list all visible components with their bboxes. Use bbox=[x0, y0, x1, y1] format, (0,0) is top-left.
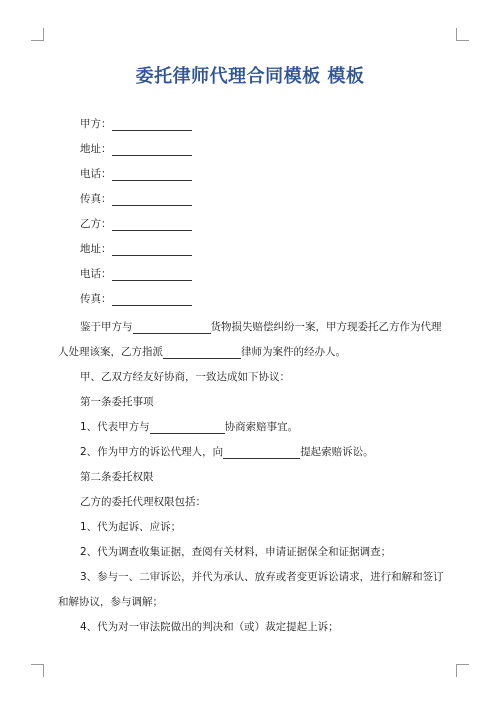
crop-mark-top-left bbox=[31, 28, 44, 41]
fill-blank bbox=[112, 194, 192, 206]
text-span: 律师为案件的经办人。 bbox=[241, 346, 346, 358]
field-address-a bbox=[80, 141, 192, 156]
field-fax-b bbox=[80, 291, 192, 306]
text-span: 协商索赔事宜。 bbox=[224, 421, 299, 433]
section-1-item-1 bbox=[80, 419, 298, 434]
fill-blank bbox=[150, 422, 225, 434]
paragraph-agreement: 甲、乙双方经友好协商，一致达成如下协议： bbox=[80, 371, 290, 383]
crop-mark-bottom-right bbox=[456, 664, 469, 677]
section-2-item-3-cont: 和解协议，参与调解； bbox=[58, 596, 163, 608]
section-2-intro: 乙方的委托代理权限包括： bbox=[80, 496, 206, 508]
section-1-heading: 第一条委托事项 bbox=[80, 396, 154, 408]
fill-blank bbox=[112, 144, 192, 156]
field-party-a bbox=[80, 116, 192, 131]
crop-mark-top-right bbox=[456, 28, 469, 41]
text-span: 2、作为甲方的诉讼代理人，向 bbox=[80, 446, 224, 458]
field-label: 地址： bbox=[80, 243, 112, 255]
paragraph-recital-line2 bbox=[58, 344, 346, 359]
section-2-item-4: 4、代为对一审法院做出的判决和（或）裁定提起上诉； bbox=[80, 621, 339, 633]
fill-blank bbox=[112, 244, 192, 256]
field-label: 电话： bbox=[80, 168, 112, 180]
document-title: 委托律师代理合同模板 模板 bbox=[135, 66, 365, 87]
section-2-item-1: 1、代为起诉、应诉； bbox=[80, 521, 182, 533]
field-phone-a bbox=[80, 166, 192, 181]
field-label: 传真： bbox=[80, 193, 112, 205]
field-label: 地址： bbox=[80, 143, 112, 155]
field-label: 甲方： bbox=[80, 118, 112, 130]
text-span: 提起索赔诉讼。 bbox=[300, 446, 374, 458]
section-2-heading: 第二条委托权限 bbox=[80, 471, 154, 483]
fill-blank bbox=[112, 219, 192, 231]
fill-blank bbox=[223, 447, 300, 459]
field-phone-b bbox=[80, 266, 192, 281]
section-1-item-2 bbox=[80, 444, 374, 459]
field-fax-a bbox=[80, 191, 192, 206]
text-span: 鉴于甲方与 bbox=[80, 321, 133, 333]
crop-mark-bottom-left bbox=[31, 664, 44, 677]
field-label: 传真： bbox=[80, 293, 112, 305]
field-label: 电话： bbox=[80, 268, 112, 280]
paragraph-recital-line1 bbox=[80, 319, 442, 334]
fill-blank bbox=[133, 322, 211, 334]
field-party-b bbox=[80, 216, 192, 231]
section-2-item-2: 2、代为调查收集证据，查阅有关材料，申请证据保全和证据调查； bbox=[80, 546, 392, 558]
fill-blank bbox=[112, 269, 192, 281]
text-span: 货物损失赔偿纠纷一案，甲方现委托乙方作为代理 bbox=[210, 321, 442, 333]
fill-blank bbox=[112, 169, 192, 181]
field-label: 乙方： bbox=[80, 218, 112, 230]
fill-blank bbox=[112, 119, 192, 131]
text-span: 人处理该案，乙方指派 bbox=[58, 346, 163, 358]
section-2-item-3: 3、参与一、二审诉讼，并代为承认、放弃或者变更诉讼请求，进行和解和签订 bbox=[80, 571, 444, 583]
fill-blank bbox=[112, 294, 192, 306]
text-span: 1、代表甲方与 bbox=[80, 421, 150, 433]
fill-blank bbox=[163, 347, 241, 359]
field-address-b bbox=[80, 241, 192, 256]
